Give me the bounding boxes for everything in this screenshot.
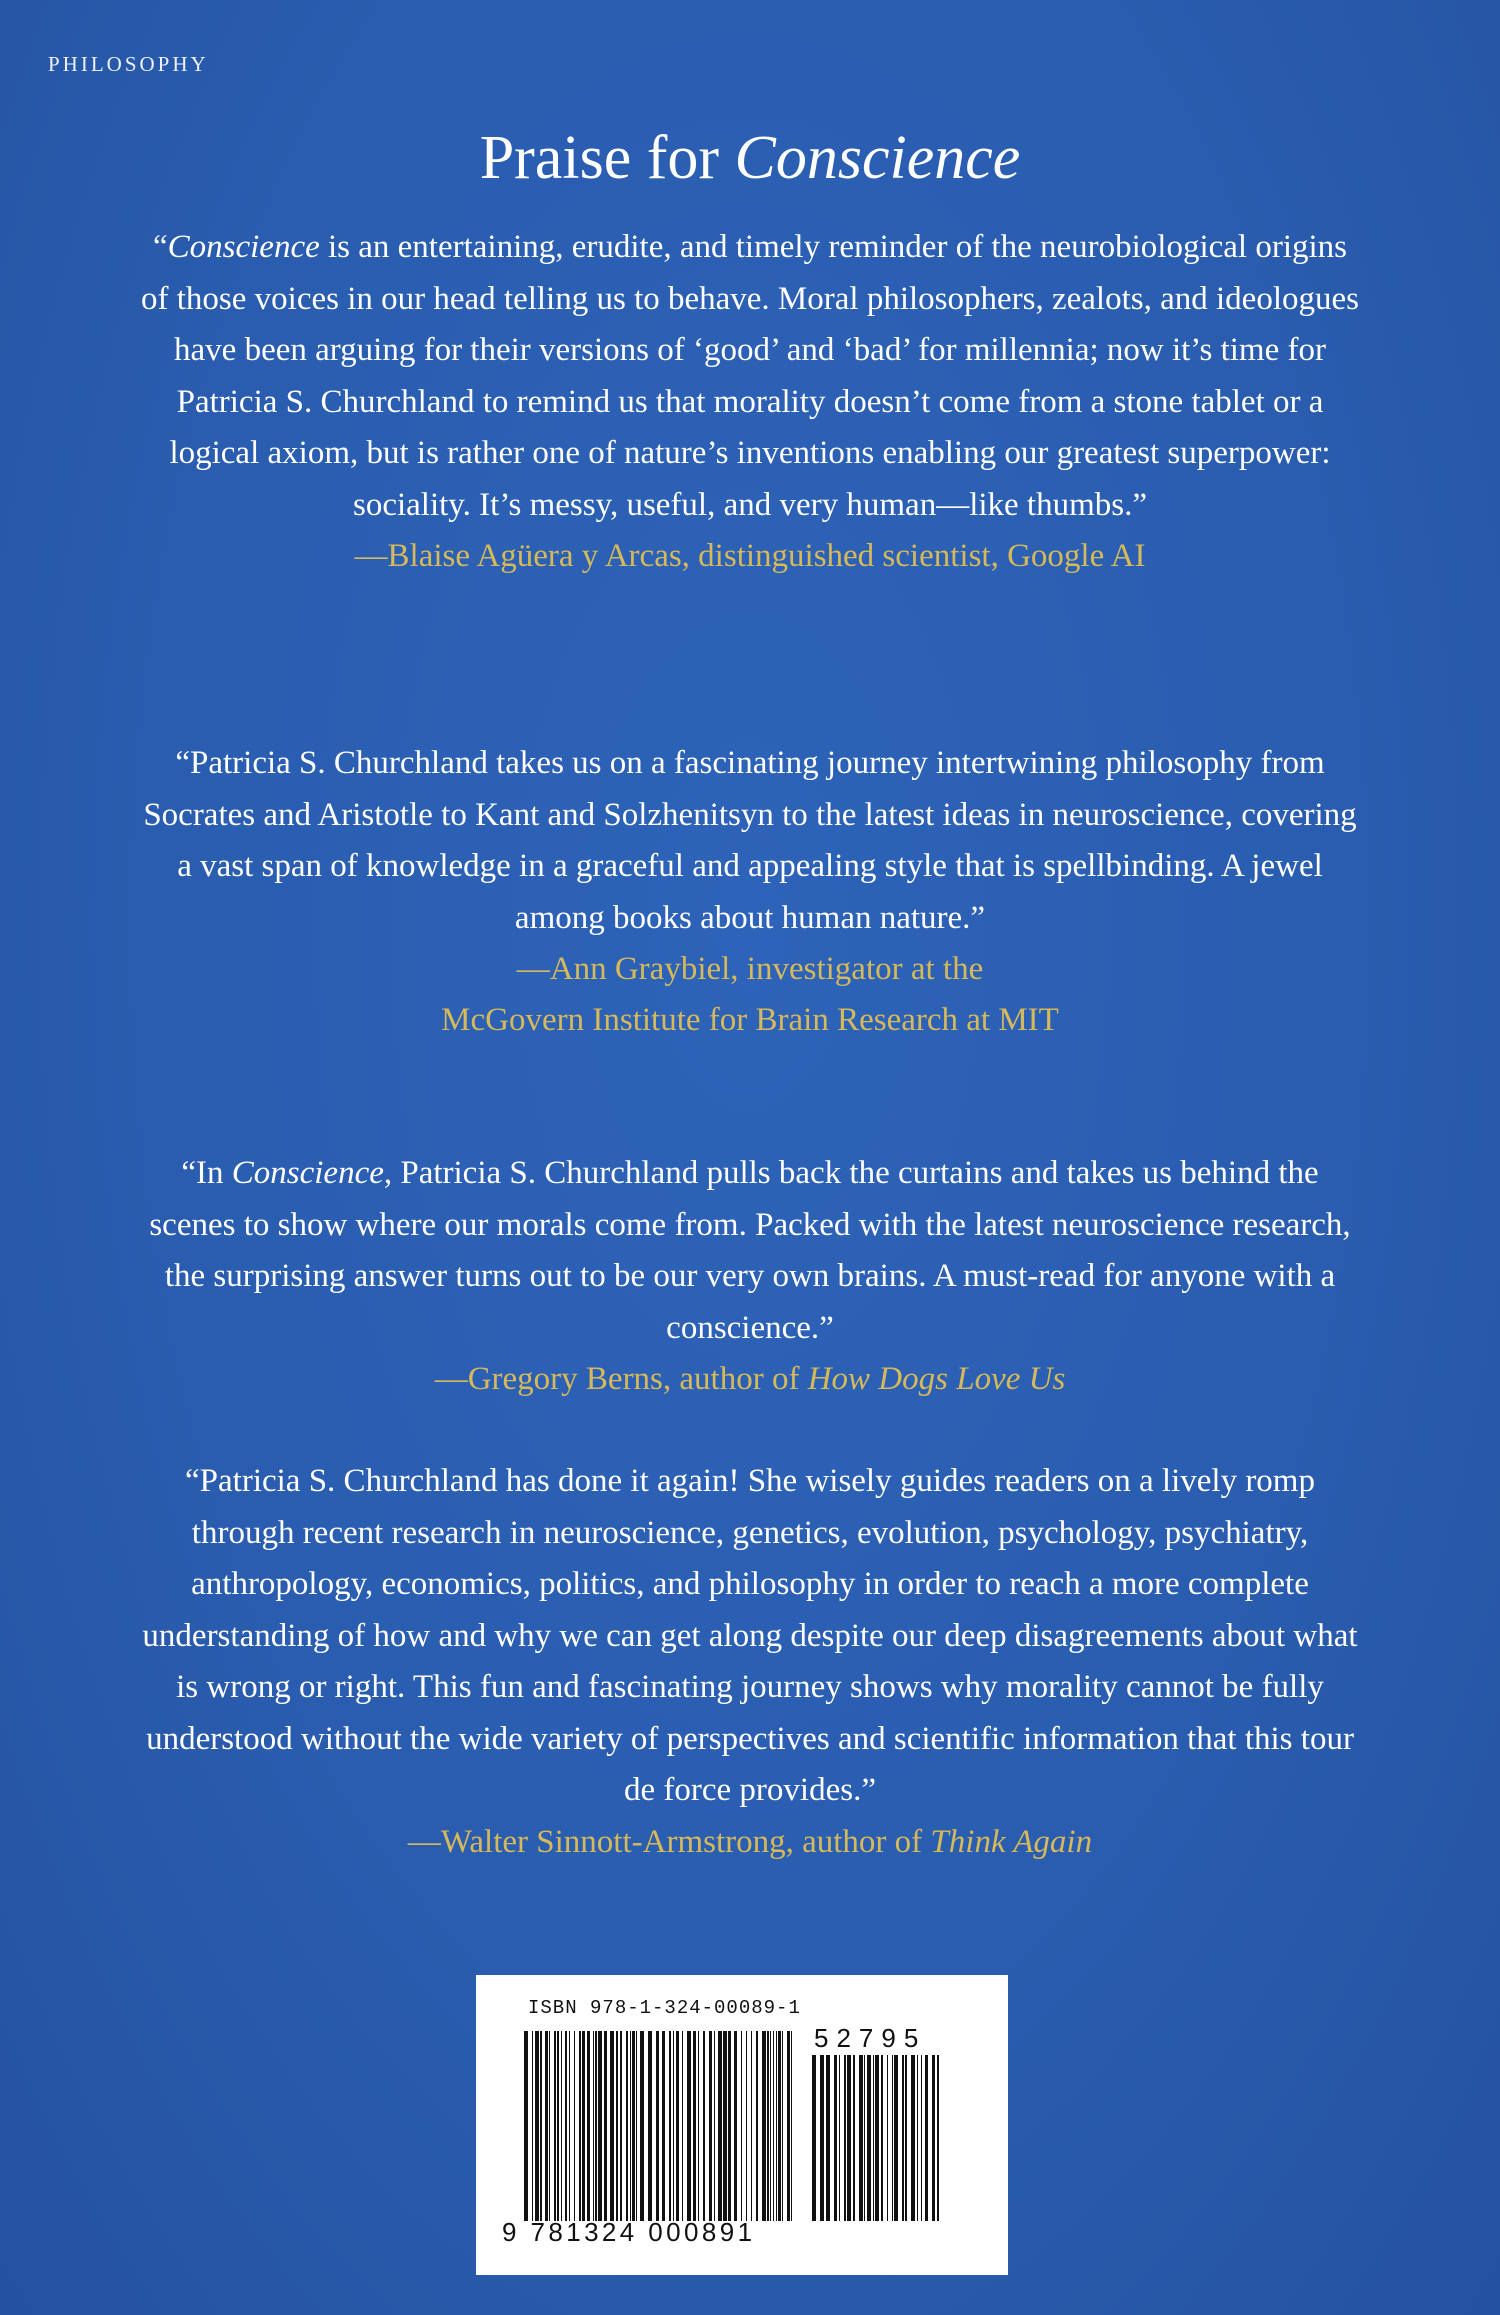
praise-quote-3 [140,1148,1360,1405]
price-code: 52795 [814,2023,927,2053]
quote-attribution: —Blaise Agüera y Arcas, distinguished scientist, Google AI [354,538,1146,574]
praise-quote-4 [140,1456,1360,1868]
quote-body: is an entertaining, erudite, and timely reminder of the neurobiological origins of those voices in our head telling us to behave. Moral philosophers, zealots, and ideologues have been arguing for their versions of ‘good’ and ‘bad’ for millennia; now it’s time for Patricia S. Churchland to remind us that morality doesn’t come from a stone tablet or a logical axiom, but is rather one of nature’s inventions enabling our greatest superpower: sociality. It’s messy, useful, and very human—like thumbs.” [141,229,1359,523]
attribution-author: —Walter Sinnott-Armstrong, author of [407,1823,931,1860]
quote-opening: “ [152,229,168,265]
category-label: PHILOSOPHY [48,52,209,76]
quote-italic-title: Conscience [231,1155,384,1191]
page-title [0,118,1500,198]
praise-quote-2 [140,738,1360,1046]
quote-text: “Patricia S. Churchland has done it again! She wisely guides readers on a lively romp through recent research in neuroscience, genetics, evolution, psychology, psychiatry, anthropology, economics, politics, and philosophy in order to reach a more complete understanding of how and why we can get along despite our deep disagreements about what is wrong or right. This fun and fascinating journey shows why morality cannot be fully understood without the wide variety of perspectives and scientific information that this tour de force provides.” [142,1463,1358,1808]
attribution-book-title: Think Again [930,1823,1093,1860]
quote-attribution-line-2: McGovern Institute for Brain Research at MIT [441,1002,1059,1038]
quote-opening: “In [181,1155,232,1191]
quote-italic-title: Conscience [167,229,320,265]
title-book-name: Conscience [734,124,1021,192]
isbn-barcode [476,1975,1008,2275]
quote-text: “Patricia S. Churchland takes us on a fascinating journey intertwining philosophy from Socrates and Aristotle to Kant and Solzhenitsyn to the latest ideas in neuroscience, covering a vast span of knowledge in a graceful and appealing style that is spellbinding. A jewel among books about human nature.” [143,745,1357,936]
quote-attribution [140,1354,1360,1405]
title-prefix: Praise for [479,124,735,192]
isbn-label: ISBN 978-1-324-00089-1 [528,1997,801,2019]
quote-body: , Patricia S. Churchland pulls back the curtains and takes us behind the scenes to show where our morals come from. Packed with the latest neuroscience research, the surprising answer turns out to be our very own brains. A must-read for anyone with a conscience.” [149,1155,1351,1346]
quote-text [140,1148,1360,1354]
quote-attribution-line-1: —Ann Graybiel, investigator at the [516,951,984,987]
price-barcode-bars [812,2055,942,2221]
quote-attribution [140,1817,1360,1868]
ean-barcode-bars [524,2031,792,2221]
attribution-author: —Gregory Berns, author of [434,1361,808,1397]
attribution-book-title: How Dogs Love Us [807,1361,1066,1397]
quote-text [140,222,1360,531]
ean-digits: 9 781324 000891 [502,2217,756,2247]
praise-quote-1 [140,222,1360,582]
